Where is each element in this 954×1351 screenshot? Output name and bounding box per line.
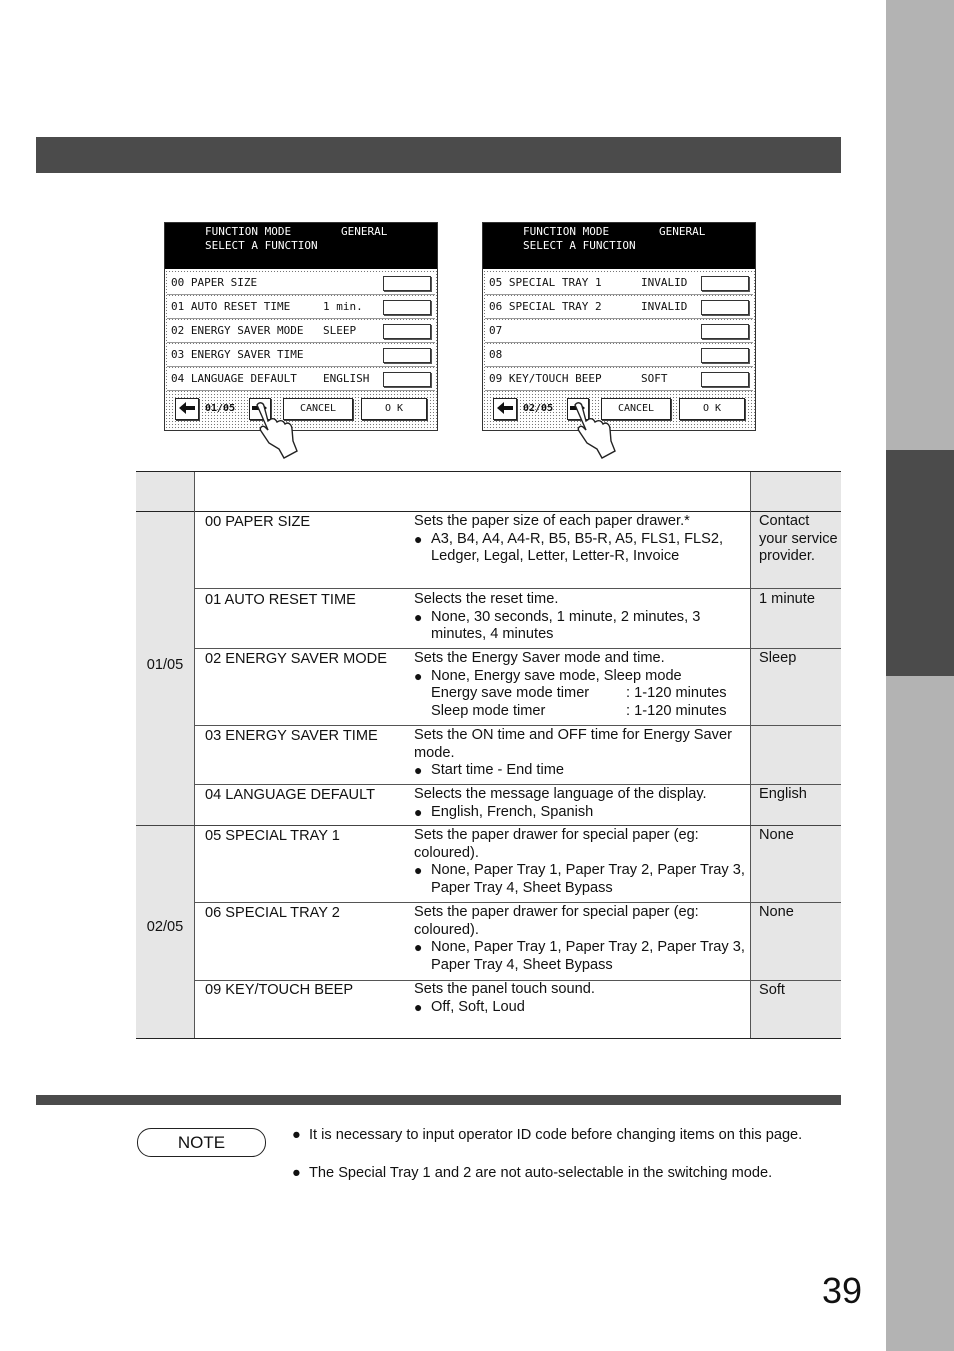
lcd-select-button[interactable]: [701, 348, 749, 363]
function-name: 06 SPECIAL TRAY 2: [205, 905, 340, 921]
ok-button[interactable]: O K: [361, 398, 427, 420]
prev-page-button[interactable]: [493, 398, 517, 420]
bullet-icon: ●: [414, 608, 423, 625]
lcd-row-name: 03 ENERGY SAVER TIME: [171, 348, 304, 361]
table-top-rule: [136, 471, 841, 472]
row-divider: [194, 648, 841, 649]
row-divider: [194, 588, 841, 589]
options-text: English, French, Spanish: [431, 803, 594, 820]
lcd-subtitle: SELECT A FUNCTION: [523, 239, 636, 252]
page-label: 01/05: [146, 657, 184, 673]
cancel-button[interactable]: CANCEL: [283, 398, 353, 420]
page-label: 02/05: [146, 919, 184, 935]
lcd-select-button[interactable]: [383, 300, 431, 315]
lcd-row-value: INVALID: [641, 300, 688, 313]
cancel-button[interactable]: CANCEL: [601, 398, 671, 420]
bullet-icon: ●: [414, 762, 423, 778]
lcd-row-name: 01 AUTO RESET TIME: [171, 300, 291, 313]
lcd-function-row[interactable]: [485, 272, 753, 295]
group-divider: [136, 825, 841, 826]
bullet-icon: ●: [414, 939, 423, 955]
option-list: [414, 668, 748, 686]
default-value: English: [759, 786, 807, 802]
timer-value: : 1-120 minutes: [626, 702, 727, 719]
options-text: A3, B4, A4, A4-R, B5, B5-R, A5, FLS1, FLS2, Ledger, Legal, Letter, Letter-R, Invoice: [431, 530, 724, 564]
pointing-hand-icon: [249, 401, 299, 459]
column-divider: [750, 472, 751, 1038]
lcd-row-name: 09 KEY/TOUCH BEEP: [489, 372, 602, 385]
function-name: 05 SPECIAL TRAY 1: [205, 828, 340, 844]
option-list: [414, 762, 748, 780]
description-text: Sets the paper drawer for special paper (eg: coloured).: [414, 904, 699, 938]
lcd-subtitle: SELECT A FUNCTION: [205, 239, 318, 252]
lcd-mode: GENERAL: [659, 225, 706, 238]
lcd-title: FUNCTION MODE: [205, 225, 292, 238]
default-value: Soft: [759, 982, 785, 998]
lcd-select-button[interactable]: [383, 324, 431, 339]
lcd-function-list: [165, 270, 437, 392]
lcd-screen-1: [164, 222, 438, 431]
lcd-select-button[interactable]: [383, 348, 431, 363]
bullet-icon: ●: [414, 667, 423, 684]
option-list: [414, 609, 748, 644]
function-description: [414, 513, 748, 566]
bullet-icon: ●: [292, 1127, 301, 1143]
timer-settings: [414, 685, 748, 720]
lcd-function-row[interactable]: [485, 296, 753, 319]
lcd-row-name: 05 SPECIAL TRAY 1: [489, 276, 602, 289]
lcd-row-name: 06 SPECIAL TRAY 2: [489, 300, 602, 313]
header-bar: [36, 137, 841, 173]
function-description: [414, 904, 748, 974]
page-indicator: 01/05: [205, 403, 236, 414]
timer-value: : 1-120 minutes: [626, 685, 727, 701]
bullet-icon: ●: [414, 862, 423, 878]
lcd-function-row[interactable]: [167, 344, 435, 367]
note-item: [292, 1126, 822, 1144]
table-bottom-rule: [136, 1038, 841, 1039]
lcd-select-button[interactable]: [701, 324, 749, 339]
lcd-row-name: 02 ENERGY SAVER MODE: [171, 324, 304, 337]
row-divider: [194, 902, 841, 903]
description-text: Sets the paper drawer for special paper (eg: coloured).: [414, 827, 699, 861]
lcd-function-row[interactable]: [485, 344, 753, 367]
table-header-rule: [136, 511, 841, 512]
section-bar: [36, 1095, 841, 1105]
page-indicator: 02/05: [523, 403, 554, 414]
note-label: NOTE: [137, 1128, 266, 1157]
prev-page-button[interactable]: [175, 398, 199, 420]
function-description: [414, 727, 748, 780]
description-text: Sets the Energy Saver mode and time.: [414, 650, 665, 666]
lcd-footer: [483, 393, 755, 430]
description-text: Selects the reset time.: [414, 591, 559, 607]
pointing-hand-icon: [567, 401, 617, 459]
options-text: None, Paper Tray 1, Paper Tray 2, Paper Tray 3, Paper Tray 4, Sheet Bypass: [431, 862, 745, 896]
description-text: Selects the message language of the display.: [414, 786, 707, 802]
table-header-cell: [750, 472, 841, 511]
function-description: [414, 981, 748, 1016]
page-number: 39: [822, 1270, 863, 1311]
options-text: Off, Soft, Loud: [431, 998, 525, 1015]
function-name: 04 LANGUAGE DEFAULT: [205, 787, 376, 803]
options-text: None, Paper Tray 1, Paper Tray 2, Paper Tray 3, Paper Tray 4, Sheet Bypass: [431, 939, 745, 973]
lcd-row-value: ENGLISH: [323, 372, 370, 385]
timer-label: Sleep mode timer: [431, 702, 546, 719]
function-name: 09 KEY/TOUCH BEEP: [205, 982, 354, 998]
row-divider: [194, 784, 841, 785]
default-value: 1 minute: [759, 591, 815, 607]
lcd-mode: GENERAL: [341, 225, 388, 238]
option-list: [414, 531, 748, 566]
note-item: [292, 1164, 822, 1182]
lcd-header: [483, 223, 755, 269]
arrow-left-icon: [177, 399, 197, 417]
lcd-select-button[interactable]: [383, 276, 431, 291]
function-description: [414, 786, 748, 821]
ok-button[interactable]: O K: [679, 398, 745, 420]
lcd-select-button[interactable]: [701, 276, 749, 291]
lcd-row-value: SLEEP: [323, 324, 357, 337]
lcd-select-button[interactable]: [701, 372, 749, 387]
lcd-row-value: 1 min.: [323, 300, 363, 313]
column-divider: [194, 472, 195, 1038]
description-text: Sets the panel touch sound.: [414, 981, 595, 997]
bullet-icon: ●: [414, 998, 423, 1015]
function-name: 01 AUTO RESET TIME: [205, 592, 356, 608]
lcd-row-value: INVALID: [641, 276, 688, 289]
lcd-select-button[interactable]: [383, 372, 431, 387]
timer-row: [431, 685, 748, 703]
function-description: [414, 827, 748, 897]
lcd-footer: [165, 393, 437, 430]
note-text: The Special Tray 1 and 2 are not auto-selectable in the switching mode.: [309, 1165, 773, 1181]
bullet-icon: ●: [414, 530, 423, 547]
options-text: Start time - End time: [431, 762, 565, 778]
lcd-row-name: 07: [489, 324, 503, 337]
default-value: Contact your service provider.: [759, 513, 838, 564]
lcd-select-button[interactable]: [701, 300, 749, 315]
lcd-header: [165, 223, 437, 269]
row-divider: [194, 725, 841, 726]
function-description: [414, 591, 748, 644]
lcd-row-name: 08: [489, 348, 503, 361]
options-text: None, 30 seconds, 1 minute, 2 minutes, 3 minutes, 4 minutes: [431, 608, 701, 642]
function-name: 00 PAPER SIZE: [205, 514, 311, 530]
bullet-icon: ●: [292, 1165, 301, 1181]
option-list: [414, 939, 748, 974]
lcd-screen-2: [482, 222, 756, 431]
lcd-row-name: 00 PAPER SIZE: [171, 276, 258, 289]
option-list: [414, 862, 748, 897]
lcd-row-name: 04 LANGUAGE DEFAULT: [171, 372, 297, 385]
section-tab: [886, 450, 954, 676]
lcd-function-row[interactable]: [485, 368, 753, 391]
default-value: None: [759, 904, 794, 920]
note-text: It is necessary to input operator ID code before changing items on this page.: [309, 1127, 803, 1143]
arrow-left-icon: [495, 399, 515, 417]
default-value: Sleep: [759, 650, 797, 666]
bullet-icon: ●: [414, 803, 423, 820]
lcd-function-row[interactable]: [167, 272, 435, 295]
options-text: None, Energy save mode, Sleep mode: [431, 667, 682, 684]
lcd-row-value: SOFT: [641, 372, 668, 385]
description-text: Sets the ON time and OFF time for Energy Saver mode.: [414, 727, 732, 761]
table-header-cell: [136, 472, 194, 511]
function-name: 03 ENERGY SAVER TIME: [205, 728, 378, 744]
timer-label: Energy save mode timer: [431, 685, 590, 701]
lcd-function-row[interactable]: [167, 296, 435, 319]
lcd-title: FUNCTION MODE: [523, 225, 610, 238]
lcd-function-row[interactable]: [167, 320, 435, 343]
lcd-function-row[interactable]: [485, 320, 753, 343]
option-list: [414, 999, 748, 1017]
lcd-function-row[interactable]: [167, 368, 435, 391]
option-list: [414, 804, 748, 822]
timer-row: [431, 703, 748, 721]
function-name: 02 ENERGY SAVER MODE: [205, 651, 387, 667]
lcd-function-list: [483, 270, 755, 392]
function-description: [414, 650, 748, 720]
default-value: None: [759, 827, 794, 843]
description-text: Sets the paper size of each paper drawer.*: [414, 513, 690, 529]
